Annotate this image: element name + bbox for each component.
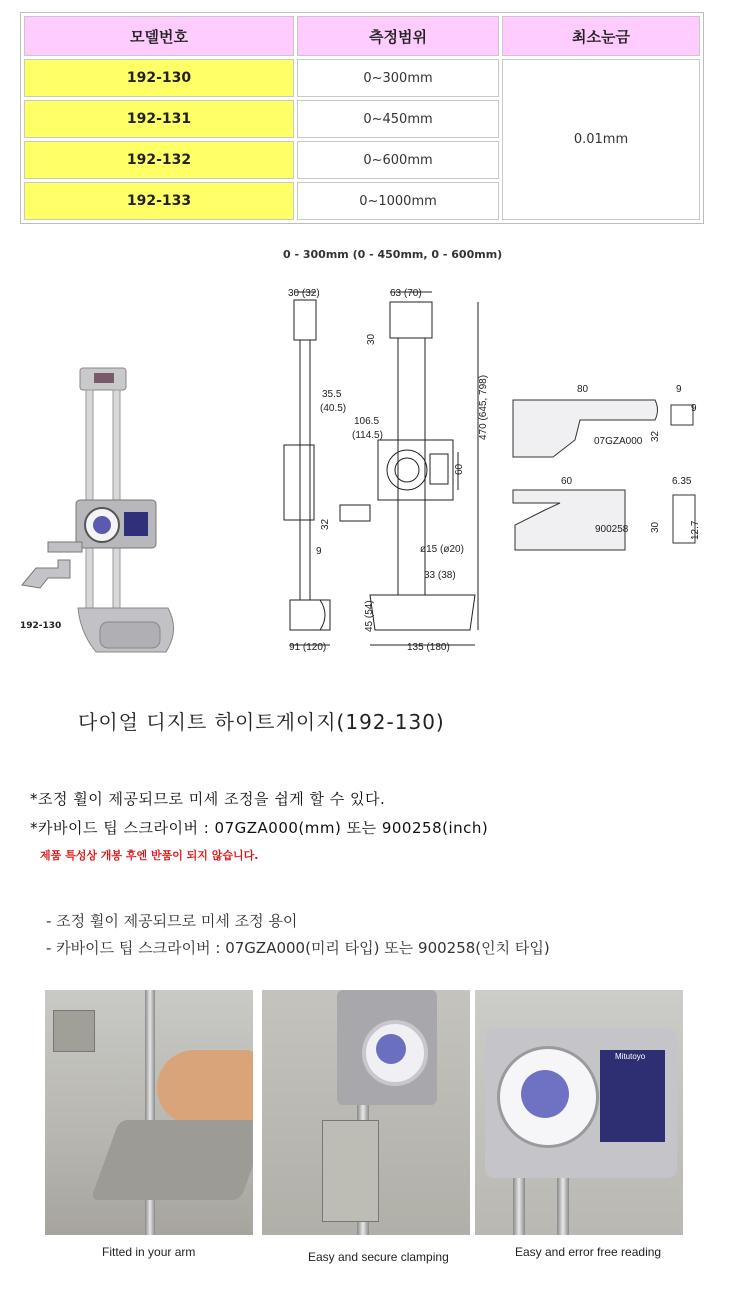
dim-label: ø15 (ø20) [420,544,464,555]
spec-table [20,12,704,224]
dim-label: 91 (120) [289,642,327,653]
tip2-height: 30 [650,521,661,533]
model-cell: 192-130 [24,59,294,97]
feature-line-2: - 카바이드 팁 스크라이버 : 07GZA000(미리 타입) 또는 900258(인치 타입) [46,939,550,957]
col-header-model: 모델번호 [24,16,294,56]
dim-label: 30 [366,333,377,345]
feature-line: *카바이드 팁 스크라이버 : 07GZA000(mm) 또는 900258(inch) [30,819,489,837]
photo-fitted-in-arm [45,990,253,1235]
dim-label: 135 (180) [407,642,450,653]
model-cell: 192-133 [24,182,294,220]
drawing-title: 0 - 300mm (0 - 450mm, 0 - 600mm) [283,248,503,261]
dim-label: 33 (38) [424,570,456,581]
tip2-width: 6.35 [672,476,692,487]
photo-secure-clamping [262,990,470,1235]
photo-caption: Fitted in your arm [102,1245,196,1259]
photo-caption: Easy and secure clamping [308,1250,449,1264]
model-cell: 192-132 [24,141,294,179]
tip1-height: 32 [650,430,661,442]
col-header-resolution: 최소눈금 [502,16,700,56]
resolution-cell: 0.01mm [502,59,700,220]
photo-caption: Easy and error free reading [515,1245,662,1259]
tip2-code: 900258 [595,524,629,535]
tip2-width2: 12.7 [690,520,701,540]
dim-label: 106.5 [354,416,380,427]
table-header-row [24,16,700,56]
dim-label: (114.5) [352,430,383,441]
table-row [24,59,700,97]
brand-label: Mitutoyo [615,1052,646,1061]
tip2-length: 60 [561,476,573,487]
dim-label: 32 [320,518,331,530]
col-header-range: 측정범위 [297,16,499,56]
dim-label: 63 (70) [390,288,422,299]
dim-label: 30 (32) [288,288,320,299]
photo-error-free-reading [475,990,683,1235]
return-notice: 제품 특성상 개봉 후엔 반품이 되지 않습니다. [40,849,259,862]
feature-line-2: - 조정 휠이 제공되므로 미세 조정 용이 [46,912,298,930]
model-cell: 192-131 [24,100,294,138]
tip1-width2: 9 [691,403,697,414]
technical-drawing [270,280,500,665]
dim-label: (40.5) [320,403,347,414]
dim-label: 9 [316,546,322,557]
product-image-label: 192-130 [20,621,62,631]
dim-label: 35.5 [322,389,342,400]
product-title: 다이얼 디지트 하이트게이지(192-130) [78,710,445,734]
tip1-width: 9 [676,384,682,395]
range-cell: 0~1000mm [297,182,499,220]
tip1-length: 80 [577,384,589,395]
range-cell: 0~300mm [297,59,499,97]
height-gauge-illustration [18,360,188,660]
feature-line: *조정 휠이 제공되므로 미세 조정을 쉽게 할 수 있다. [30,790,386,808]
tip1-code: 07GZA000 [594,436,643,447]
range-cell: 0~450mm [297,100,499,138]
range-cell: 0~600mm [297,141,499,179]
dim-label: 470 (645, 798) [478,374,489,440]
dim-label: 45 (54) [364,600,375,632]
dim-label: 60 [454,463,465,475]
